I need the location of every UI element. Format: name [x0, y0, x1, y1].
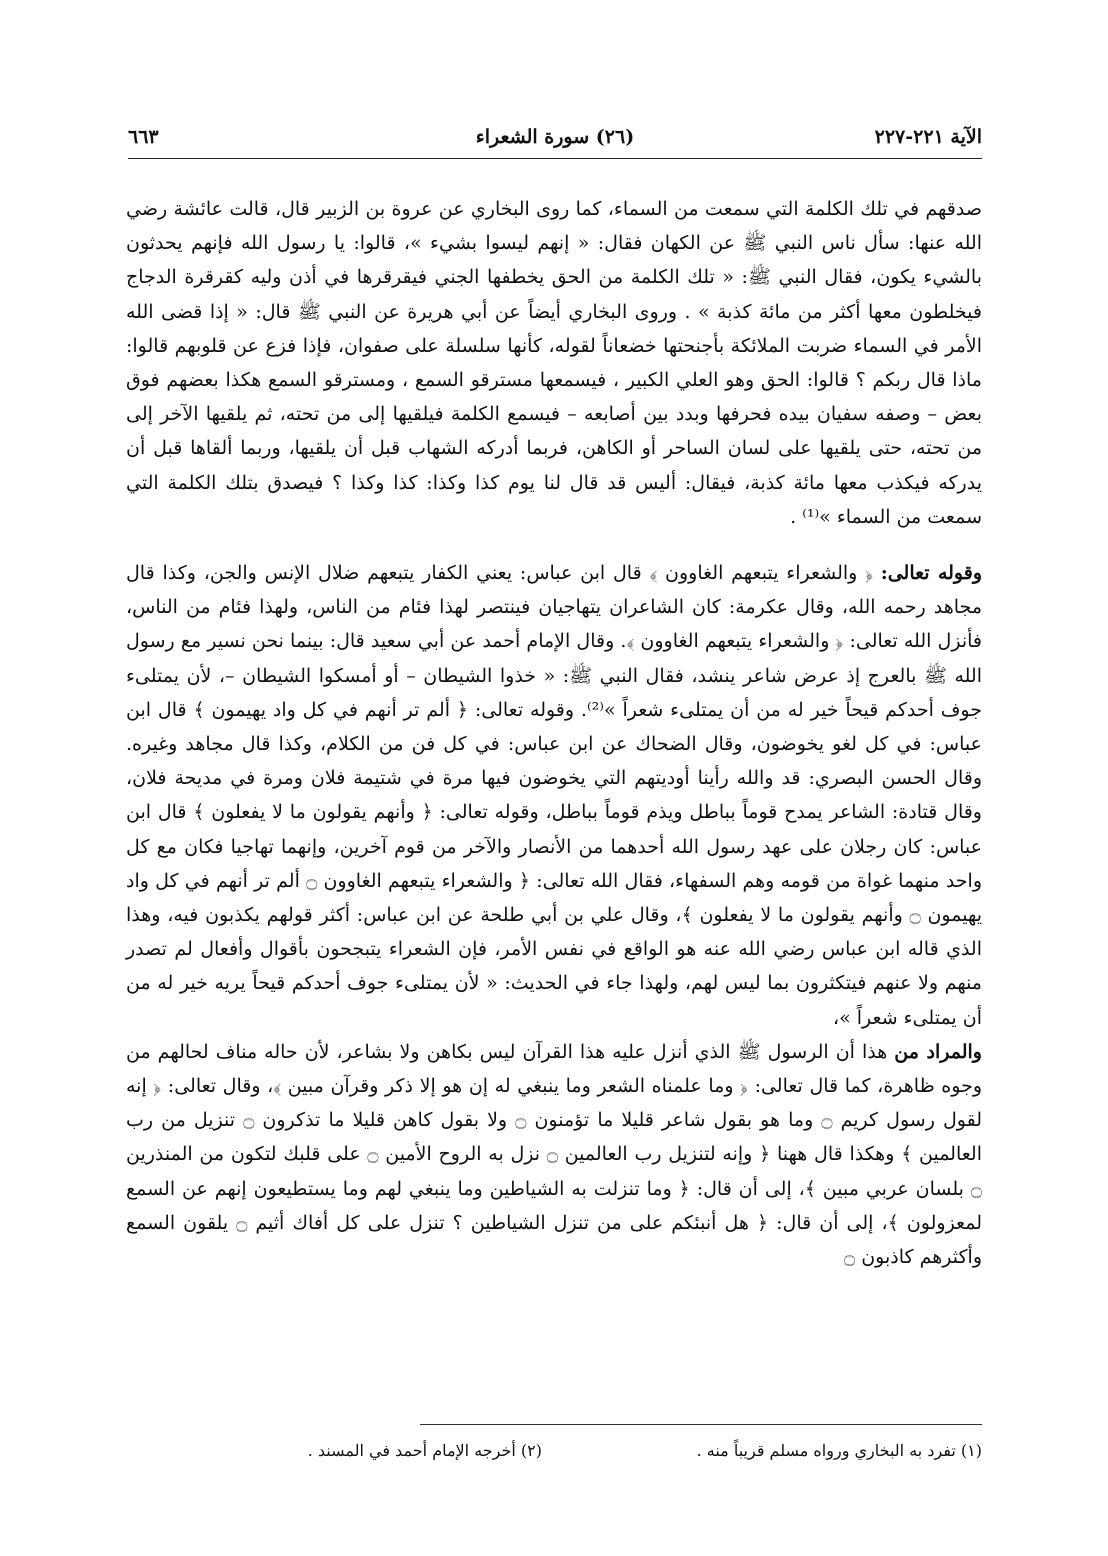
- header-divider: [128, 158, 982, 159]
- paragraph: [126, 1035, 982, 1274]
- footnote-divider: [420, 1424, 982, 1425]
- paragraph-lead: والمراد من: [894, 1040, 982, 1063]
- verse-range: الآية ٢٢١-٢٢٧: [874, 126, 982, 148]
- page-header: [128, 122, 982, 154]
- footnotes: [128, 1436, 982, 1476]
- paragraph-text: هذا أن الرسول ﷺ الذي أنزل عليه هذا القرآن ليس بكاهن ولا بشاعر، لأن حاله مناف لحالهم من وجوه ظاهرة، كما قال تعالى: ﴿ وما علمناه الشعر وما ينبغي له إن هو إلا ذكر وقرآن مبين ﴾، وقال تعالى: ﴿ إنه لقول رسول كريم ۝ وما هو بقول شاعر قليلا ما تؤمنون ۝ ولا بقول كاهن قليلا ما تذكرون ۝ تنزيل من رب العالمين ﴾ وهكذا قال ههنا ﴿ وإنه لتنزيل رب العالمين ۝ نزل به الروح الأمين ۝ على قلبك لتكون من المنذرين ۝ بلسان عربي مبين ﴾، إلى أن قال: ﴿ وما تنزلت به الشياطين وما ينبغي لهم وما يستطيعون إنهم عن السمع لمعزولون ﴾، إلى أن قال: ﴿ هل أنبئكم على من تنزل الشياطين ؟ تنزل على كل أفاك أثيم ۝ يلقون السمع وأكثرهم كاذبون ۝: [126, 1040, 982, 1269]
- footnote-1: (١) تفرد به البخاري ورواه مسلم قريباً منه .: [696, 1441, 982, 1460]
- paragraph: صدقهم في تلك الكلمة التي سمعت من السماء، كما روى البخاري عن عروة بن الزبير قال، قالت عائشة رضي الله عنها: سأل ناس النبي ﷺ عن الكهان فقال: « إنهم ليسوا بشيء »، قالوا: يا رسول الله فإنهم يحدثون بالشيء يكون، فقال النبي ﷺ: « تلك الكلمة من الحق يخطفها الجني فيقرقرها في أذن وليه كقرقرة الدجاج فيخلطون معها أكثر من مائة كذبة » . وروى البخاري أيضاً عن أبي هريرة عن النبي ﷺ قال: « إذا قضى الله الأمر في السماء ضربت الملائكة بأجنحتها خضعاناً لقوله، كأنها سلسلة على صفوان، فإذا فزع عن قلوبهم قالوا: ماذا قال ربكم ؟ قالوا: الحق وهو العلي الكبير ، فيسمعها مسترقو السمع ، ومسترقو السمع هكذا بعضهم فوق بعض – وصفه سفيان بيده فحرفها وبدد بين أصابعه – فيسمع الكلمة فيلقيها إلى من تحته، ثم يلقيها الآخر إلى من تحته، حتى يلقيها على لسان الساحر أو الكاهن، فربما أدركه الشهاب قبل أن يلقيها، وربما ألقاها قبل أن يدركه فيكذب معها مائة كذبة، فيقال: أليس قد قال لنا يوم كذا وكذا: كذا وكذا ؟ فيصدق بتلك الكلمة التي سمعت من السماء »⁽¹⁾ .: [126, 198, 983, 528]
- page-number: ٦٦٣: [128, 126, 159, 148]
- paragraph-text: ﴿ والشعراء يتبعهم الغاوون ﴾ قال ابن عباس: يعني الكفار يتبعهم ضلال الإنس والجن، وكذا قال مجاهد رحمه الله، وقال عكرمة: كان الشاعران يتهاجيان فينتصر لهذا فئام من الناس، ولهذا فئام من الناس، فأنزل الله تعالى: ﴿ والشعراء يتبعهم الغاوون ﴾. وقال الإمام أحمد عن أبي سعيد قال: بينما نحن نسير مع رسول الله ﷺ بالعرج إذ عرض شاعر ينشد، فقال النبي ﷺ: « خذوا الشيطان – أو أمسكوا الشيطان –، لأن يمتلىء جوف أحدكم قيحاً خير له من أن يمتلىء شعراً »⁽²⁾. وقوله تعالى: ﴿ ألم تر أنهم في كل واد يهيمون ﴾ قال ابن عباس: في كل لغو يخوضون، وقال الضحاك عن ابن عباس: في كل فن من الكلام، وكذا قال مجاهد وغيره. وقال الحسن البصري: قد والله رأينا أوديتهم التي يخوضون فيها مرة في شتيمة فلان ومرة في مديحة فلان، وقال قتادة: الشاعر يمدح قوماً بباطل ويذم قوماً بباطل، وقوله تعالى: ﴿ وأنهم يقولون ما لا يفعلون ﴾ قال ابن عباس: كان رجلان على عهد رسول الله أحدهما من الأنصار والآخر من قوم آخرين، وإنهما تهاجيا فكان مع كل واحد منهما غواة من قومه وهم السفهاء، فقال الله تعالى: ﴿ والشعراء يتبعهم الغاوون ۝ ألم تر أنهم في كل واد يهيمون ۝ وأنهم يقولون ما لا يفعلون ﴾، وقال علي بن أبي طلحة عن ابن عباس: أكثر قولهم يكذبون فيه، وهذا الذي قاله ابن عباس رضي الله عنه هو الواقع في نفس الأمر، فإن الشعراء يتبجحون بأقوال وأفعال لم تصدر منهم ولا عنهم فيتكثرون بما ليس لهم، ولهذا جاء في الحديث: « لأن يمتلىء جوف أحدكم قيحاً يريه خير له من أن يمتلىء شعراً »،: [126, 562, 982, 1029]
- paragraph: [126, 556, 982, 1035]
- footnote-2: (٢) أخرجه الإمام أحمد في المسند .: [307, 1441, 542, 1460]
- page-body: [126, 192, 982, 1274]
- paragraph-lead: وقوله تعالى:: [880, 562, 982, 585]
- surah-title: (٢٦) سورة الشعراء: [475, 126, 635, 148]
